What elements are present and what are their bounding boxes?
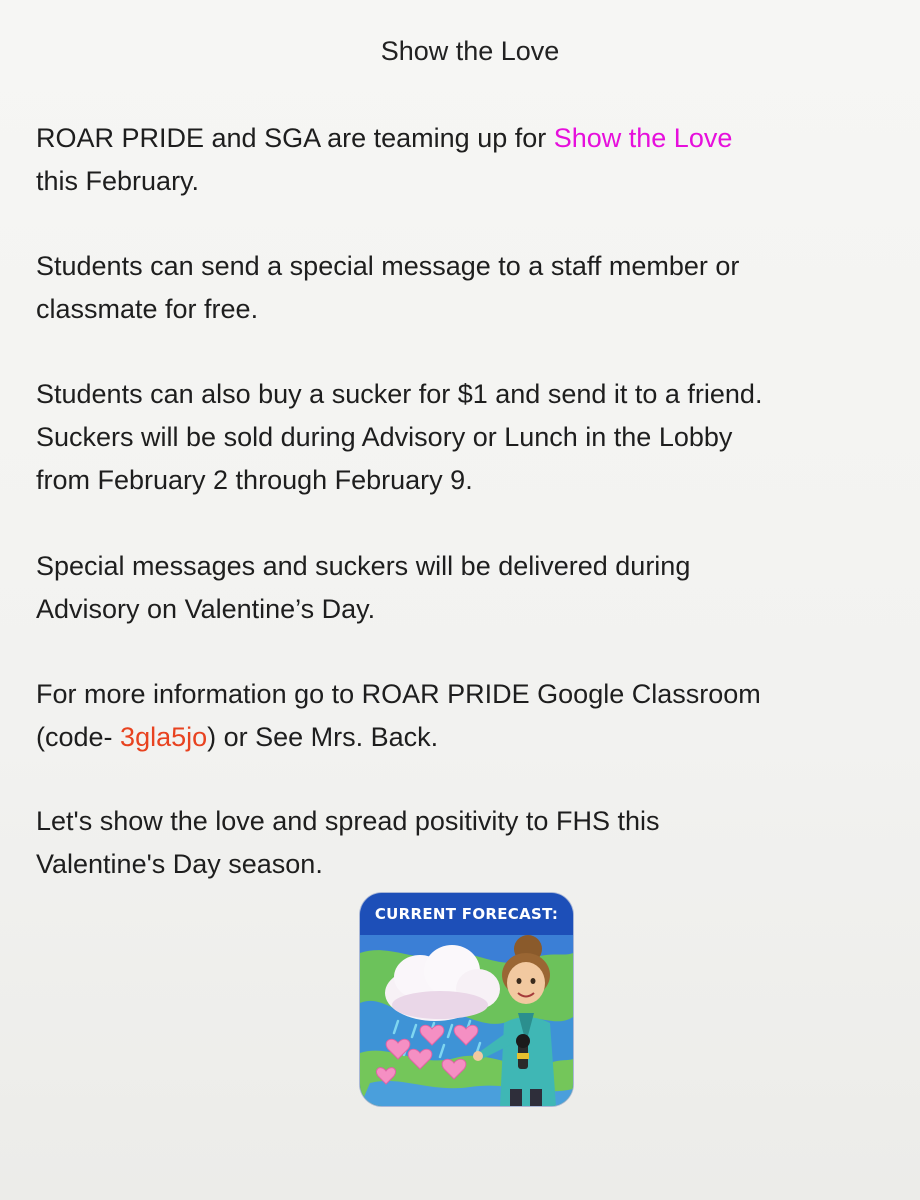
paragraph-line: this February. — [36, 166, 200, 196]
paragraph-line — [36, 716, 906, 759]
paragraph-line — [36, 117, 906, 160]
paragraph-delivery — [36, 545, 906, 631]
paragraph-intro — [36, 117, 906, 203]
paragraph-line: Advisory on Valentine’s Day. — [36, 594, 376, 624]
show-the-love-highlight: Show the Love — [553, 123, 733, 153]
paragraph-line: Valentine's Day season. — [36, 849, 323, 879]
paragraph-line: Let's show the love and spread positivity to FHS this — [36, 806, 660, 836]
paragraph-text: ) or See Mrs. Back. — [207, 722, 439, 752]
weather-forecast-bitmoji-icon — [360, 893, 573, 1106]
paragraph-text: ROAR PRIDE and SGA are teaming up for — [36, 123, 554, 153]
classroom-code: 3gla5jo — [120, 722, 208, 752]
paragraph-line: classmate for free. — [36, 294, 259, 324]
forecast-banner: CURRENT FORECAST: — [360, 893, 573, 935]
paragraph-messages — [36, 245, 906, 331]
paragraph-text: (code- — [36, 722, 121, 752]
paragraph-line: For more information go to ROAR PRIDE Google Classroom — [36, 679, 761, 709]
paragraph-more-info — [36, 673, 906, 759]
paragraph-closing — [36, 800, 906, 886]
page-title: Show the Love — [380, 36, 560, 66]
paragraph-suckers — [36, 373, 906, 502]
paragraph-line: Special messages and suckers will be delivered during — [36, 551, 691, 581]
paragraph-line: from February 2 through February 9. — [36, 465, 473, 495]
paragraph-line: Students can also buy a sucker for $1 and send it to a friend. — [36, 379, 763, 409]
paragraph-line: Suckers will be sold during Advisory or Lunch in the Lobby — [36, 422, 733, 452]
paragraph-line: Students can send a special message to a staff member or — [36, 251, 740, 281]
